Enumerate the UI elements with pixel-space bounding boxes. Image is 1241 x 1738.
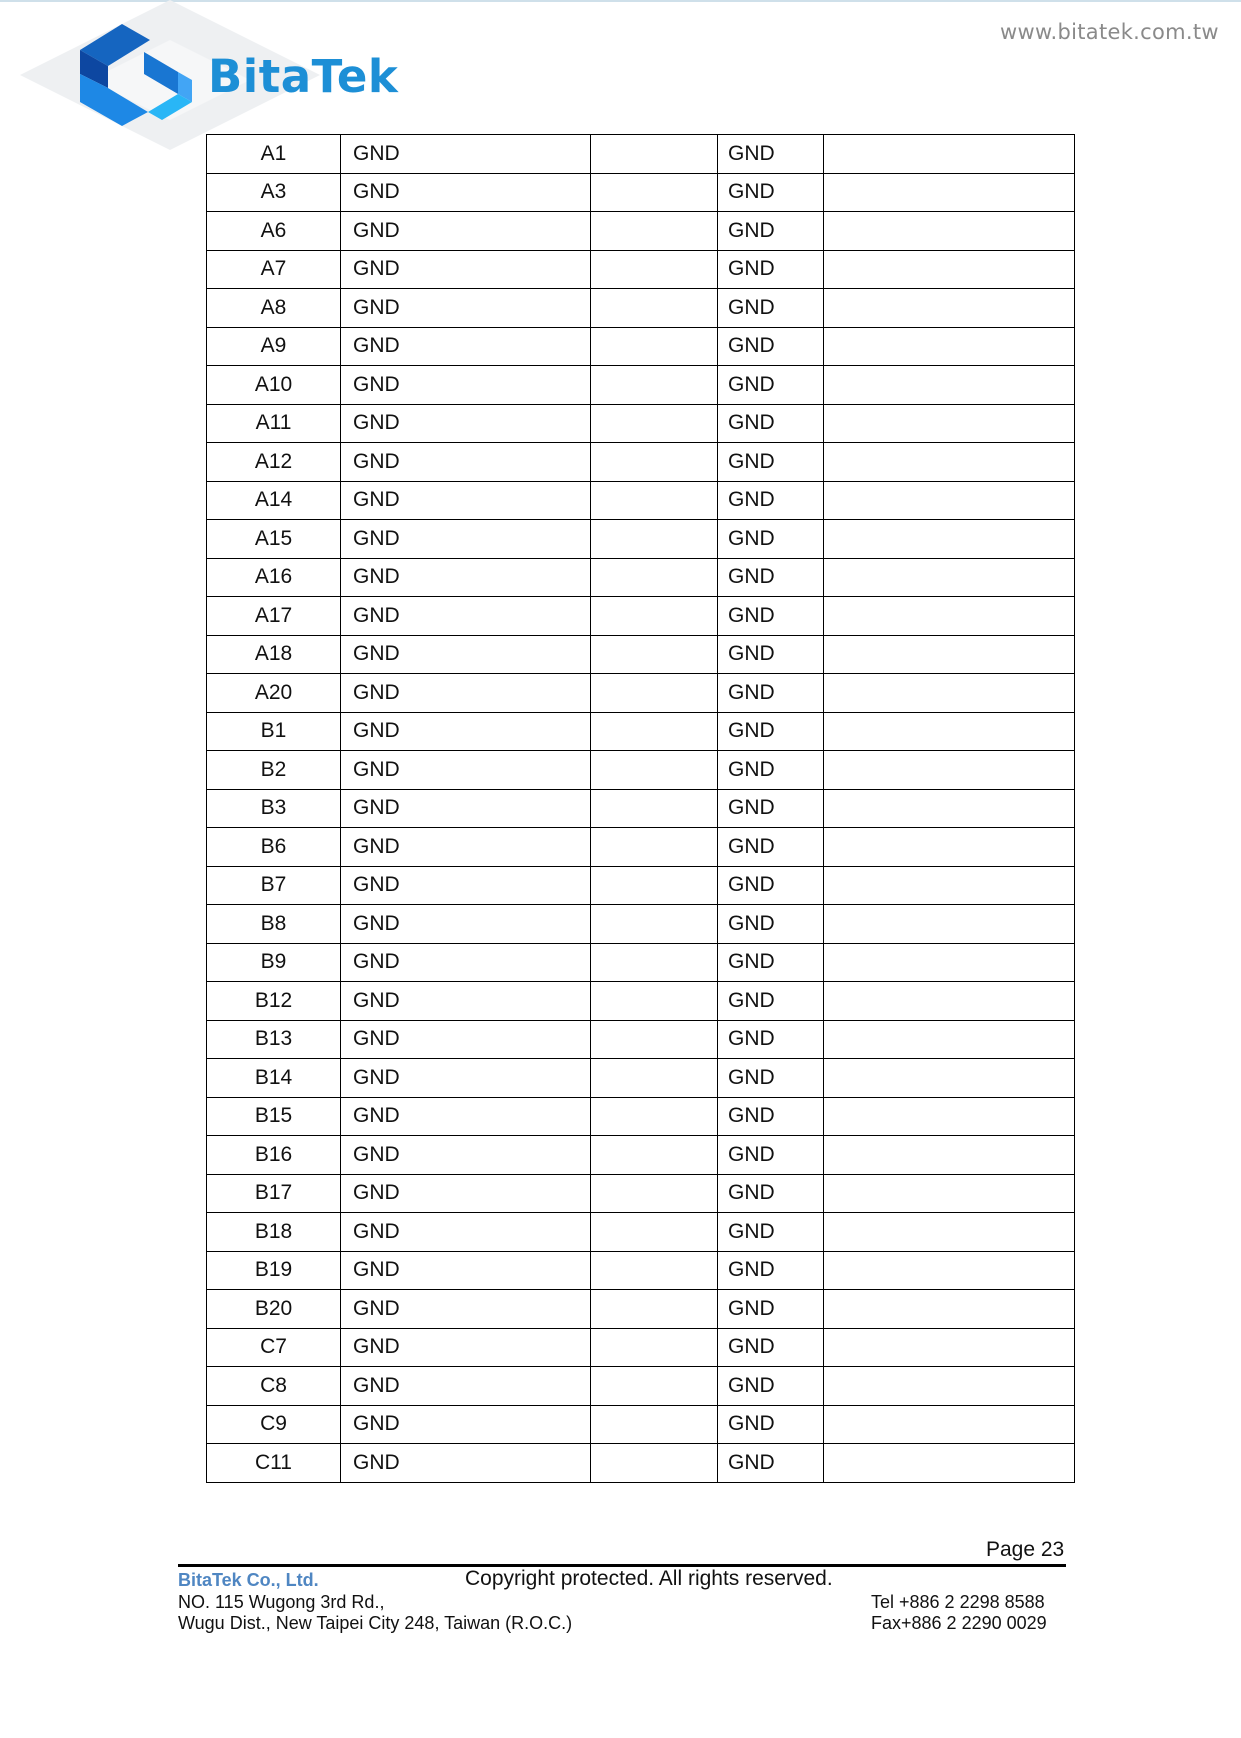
pin-table bbox=[206, 134, 1075, 1483]
pin-cell: A11 bbox=[207, 404, 341, 443]
mate-signal-cell: GND bbox=[718, 250, 824, 289]
pin-cell: A7 bbox=[207, 250, 341, 289]
empty-cell bbox=[591, 212, 718, 251]
pin-cell: B6 bbox=[207, 828, 341, 867]
empty-cell bbox=[824, 1367, 1075, 1406]
pin-cell: A17 bbox=[207, 597, 341, 636]
pin-cell: C8 bbox=[207, 1367, 341, 1406]
table-row bbox=[207, 327, 1075, 366]
empty-cell bbox=[824, 982, 1075, 1021]
signal-cell: GND bbox=[341, 1328, 591, 1367]
signal-cell: GND bbox=[341, 828, 591, 867]
table-row bbox=[207, 366, 1075, 405]
empty-cell bbox=[591, 289, 718, 328]
signal-cell: GND bbox=[341, 1213, 591, 1252]
mate-signal-cell: GND bbox=[718, 327, 824, 366]
table-row bbox=[207, 866, 1075, 905]
mate-signal-cell: GND bbox=[718, 1290, 824, 1329]
empty-cell bbox=[591, 173, 718, 212]
empty-cell bbox=[591, 789, 718, 828]
table-row bbox=[207, 905, 1075, 944]
fax: Fax+886 2 2290 0029 bbox=[871, 1613, 1047, 1633]
empty-cell bbox=[591, 751, 718, 790]
empty-cell bbox=[591, 366, 718, 405]
signal-cell: GND bbox=[341, 789, 591, 828]
mate-signal-cell: GND bbox=[718, 828, 824, 867]
signal-cell: GND bbox=[341, 1097, 591, 1136]
empty-cell bbox=[824, 712, 1075, 751]
empty-cell bbox=[591, 635, 718, 674]
empty-cell bbox=[591, 481, 718, 520]
empty-cell bbox=[824, 520, 1075, 559]
empty-cell bbox=[824, 1136, 1075, 1175]
empty-cell bbox=[591, 1136, 718, 1175]
table-row bbox=[207, 1059, 1075, 1098]
empty-cell bbox=[824, 173, 1075, 212]
signal-cell: GND bbox=[341, 905, 591, 944]
signal-cell: GND bbox=[341, 173, 591, 212]
signal-cell: GND bbox=[341, 712, 591, 751]
mate-signal-cell: GND bbox=[718, 520, 824, 559]
pin-cell: B3 bbox=[207, 789, 341, 828]
table-row bbox=[207, 597, 1075, 636]
empty-cell bbox=[591, 558, 718, 597]
empty-cell bbox=[591, 135, 718, 174]
empty-cell bbox=[591, 943, 718, 982]
pin-cell: A6 bbox=[207, 212, 341, 251]
table-row bbox=[207, 212, 1075, 251]
table-row bbox=[207, 173, 1075, 212]
mate-signal-cell: GND bbox=[718, 597, 824, 636]
table-row bbox=[207, 635, 1075, 674]
empty-cell bbox=[824, 1174, 1075, 1213]
empty-cell bbox=[824, 597, 1075, 636]
empty-cell bbox=[824, 135, 1075, 174]
signal-cell: GND bbox=[341, 212, 591, 251]
signal-cell: GND bbox=[341, 597, 591, 636]
table-row bbox=[207, 250, 1075, 289]
empty-cell bbox=[824, 404, 1075, 443]
table-row bbox=[207, 481, 1075, 520]
empty-cell bbox=[824, 751, 1075, 790]
empty-cell bbox=[591, 404, 718, 443]
empty-cell bbox=[591, 1290, 718, 1329]
table-row bbox=[207, 828, 1075, 867]
mate-signal-cell: GND bbox=[718, 635, 824, 674]
mate-signal-cell: GND bbox=[718, 289, 824, 328]
signal-cell: GND bbox=[341, 520, 591, 559]
table-row bbox=[207, 289, 1075, 328]
empty-cell bbox=[591, 828, 718, 867]
empty-cell bbox=[824, 1020, 1075, 1059]
signal-cell: GND bbox=[341, 558, 591, 597]
signal-cell: GND bbox=[341, 1367, 591, 1406]
empty-cell bbox=[824, 327, 1075, 366]
table-row bbox=[207, 789, 1075, 828]
table-row bbox=[207, 1136, 1075, 1175]
empty-cell bbox=[591, 1020, 718, 1059]
empty-cell bbox=[591, 982, 718, 1021]
mate-signal-cell: GND bbox=[718, 135, 824, 174]
table-row bbox=[207, 558, 1075, 597]
pin-cell: B17 bbox=[207, 1174, 341, 1213]
signal-cell: GND bbox=[341, 1251, 591, 1290]
mate-signal-cell: GND bbox=[718, 1405, 824, 1444]
mate-signal-cell: GND bbox=[718, 1174, 824, 1213]
signal-cell: GND bbox=[341, 866, 591, 905]
table-row bbox=[207, 751, 1075, 790]
pin-cell: B2 bbox=[207, 751, 341, 790]
pin-cell: A3 bbox=[207, 173, 341, 212]
mate-signal-cell: GND bbox=[718, 1251, 824, 1290]
table-row bbox=[207, 1097, 1075, 1136]
empty-cell bbox=[591, 1328, 718, 1367]
pin-cell: C9 bbox=[207, 1405, 341, 1444]
signal-cell: GND bbox=[341, 1444, 591, 1483]
empty-cell bbox=[824, 828, 1075, 867]
pin-cell: A12 bbox=[207, 443, 341, 482]
mate-signal-cell: GND bbox=[718, 443, 824, 482]
mate-signal-cell: GND bbox=[718, 173, 824, 212]
mate-signal-cell: GND bbox=[718, 1328, 824, 1367]
telephone: Tel +886 2 2298 8588 bbox=[871, 1592, 1045, 1612]
empty-cell bbox=[824, 443, 1075, 482]
signal-cell: GND bbox=[341, 751, 591, 790]
mate-signal-cell: GND bbox=[718, 866, 824, 905]
empty-cell bbox=[824, 1444, 1075, 1483]
empty-cell bbox=[824, 905, 1075, 944]
pin-cell: A1 bbox=[207, 135, 341, 174]
pin-cell: B20 bbox=[207, 1290, 341, 1329]
pin-cell: B12 bbox=[207, 982, 341, 1021]
mate-signal-cell: GND bbox=[718, 481, 824, 520]
empty-cell bbox=[824, 1251, 1075, 1290]
pin-cell: B7 bbox=[207, 866, 341, 905]
pin-cell: B1 bbox=[207, 712, 341, 751]
mate-signal-cell: GND bbox=[718, 674, 824, 713]
empty-cell bbox=[591, 712, 718, 751]
signal-cell: GND bbox=[341, 289, 591, 328]
table-row bbox=[207, 982, 1075, 1021]
pin-cell: C11 bbox=[207, 1444, 341, 1483]
empty-cell bbox=[824, 481, 1075, 520]
mate-signal-cell: GND bbox=[718, 1059, 824, 1098]
pin-cell: A20 bbox=[207, 674, 341, 713]
page-number: Page 23 bbox=[986, 1538, 1065, 1561]
empty-cell bbox=[591, 520, 718, 559]
pin-cell: B19 bbox=[207, 1251, 341, 1290]
empty-cell bbox=[591, 1251, 718, 1290]
table-row bbox=[207, 943, 1075, 982]
mate-signal-cell: GND bbox=[718, 943, 824, 982]
signal-cell: GND bbox=[341, 404, 591, 443]
table-row bbox=[207, 404, 1075, 443]
table-row bbox=[207, 520, 1075, 559]
empty-cell bbox=[824, 1328, 1075, 1367]
empty-cell bbox=[591, 1405, 718, 1444]
table-row bbox=[207, 1444, 1075, 1483]
empty-cell bbox=[591, 674, 718, 713]
empty-cell bbox=[824, 212, 1075, 251]
table-row bbox=[207, 443, 1075, 482]
table-row bbox=[207, 1213, 1075, 1252]
pin-cell: A16 bbox=[207, 558, 341, 597]
table-row bbox=[207, 1328, 1075, 1367]
mate-signal-cell: GND bbox=[718, 1097, 824, 1136]
empty-cell bbox=[591, 1174, 718, 1213]
mate-signal-cell: GND bbox=[718, 1213, 824, 1252]
table-row bbox=[207, 1174, 1075, 1213]
table-row bbox=[207, 1020, 1075, 1059]
pin-cell: A9 bbox=[207, 327, 341, 366]
empty-cell bbox=[824, 674, 1075, 713]
empty-cell bbox=[824, 558, 1075, 597]
table-row bbox=[207, 1405, 1075, 1444]
empty-cell bbox=[824, 1290, 1075, 1329]
empty-cell bbox=[591, 1444, 718, 1483]
empty-cell bbox=[591, 866, 718, 905]
table-row bbox=[207, 1367, 1075, 1406]
website-url: www.bitatek.com.tw bbox=[1000, 20, 1219, 44]
pin-cell: A18 bbox=[207, 635, 341, 674]
empty-cell bbox=[824, 943, 1075, 982]
signal-cell: GND bbox=[341, 635, 591, 674]
signal-cell: GND bbox=[341, 1020, 591, 1059]
mate-signal-cell: GND bbox=[718, 404, 824, 443]
signal-cell: GND bbox=[341, 1290, 591, 1329]
address-line-2: Wugu Dist., New Taipei City 248, Taiwan (R.O.C.) bbox=[178, 1613, 573, 1633]
empty-cell bbox=[591, 1367, 718, 1406]
pin-cell: A8 bbox=[207, 289, 341, 328]
table-row bbox=[207, 712, 1075, 751]
empty-cell bbox=[591, 1097, 718, 1136]
mate-signal-cell: GND bbox=[718, 1020, 824, 1059]
empty-cell bbox=[824, 789, 1075, 828]
address-line-1: NO. 115 Wugong 3rd Rd., bbox=[178, 1592, 385, 1612]
mate-signal-cell: GND bbox=[718, 905, 824, 944]
mate-signal-cell: GND bbox=[718, 366, 824, 405]
signal-cell: GND bbox=[341, 366, 591, 405]
pin-cell: B8 bbox=[207, 905, 341, 944]
signal-cell: GND bbox=[341, 982, 591, 1021]
empty-cell bbox=[591, 250, 718, 289]
empty-cell bbox=[824, 1097, 1075, 1136]
pin-cell: B13 bbox=[207, 1020, 341, 1059]
empty-cell bbox=[591, 597, 718, 636]
empty-cell bbox=[824, 289, 1075, 328]
mate-signal-cell: GND bbox=[718, 1444, 824, 1483]
table-row bbox=[207, 1251, 1075, 1290]
mate-signal-cell: GND bbox=[718, 712, 824, 751]
pin-cell: B9 bbox=[207, 943, 341, 982]
signal-cell: GND bbox=[341, 443, 591, 482]
pin-cell: A14 bbox=[207, 481, 341, 520]
mate-signal-cell: GND bbox=[718, 751, 824, 790]
mate-signal-cell: GND bbox=[718, 982, 824, 1021]
mate-signal-cell: GND bbox=[718, 1367, 824, 1406]
pin-cell: C7 bbox=[207, 1328, 341, 1367]
empty-cell bbox=[591, 443, 718, 482]
signal-cell: GND bbox=[341, 327, 591, 366]
empty-cell bbox=[824, 1213, 1075, 1252]
empty-cell bbox=[824, 1059, 1075, 1098]
pin-cell: A15 bbox=[207, 520, 341, 559]
brand-name: BitaTek bbox=[208, 50, 399, 103]
pin-cell: A10 bbox=[207, 366, 341, 405]
signal-cell: GND bbox=[341, 1405, 591, 1444]
table-row bbox=[207, 135, 1075, 174]
empty-cell bbox=[824, 250, 1075, 289]
empty-cell bbox=[824, 366, 1075, 405]
empty-cell bbox=[824, 1405, 1075, 1444]
mate-signal-cell: GND bbox=[718, 558, 824, 597]
copyright-notice: Copyright protected. All rights reserved. bbox=[465, 1567, 833, 1590]
signal-cell: GND bbox=[341, 1136, 591, 1175]
mate-signal-cell: GND bbox=[718, 789, 824, 828]
signal-cell: GND bbox=[341, 1174, 591, 1213]
signal-cell: GND bbox=[341, 674, 591, 713]
empty-cell bbox=[824, 866, 1075, 905]
pin-cell: B16 bbox=[207, 1136, 341, 1175]
table-row bbox=[207, 1290, 1075, 1329]
signal-cell: GND bbox=[341, 943, 591, 982]
signal-cell: GND bbox=[341, 250, 591, 289]
table-row bbox=[207, 674, 1075, 713]
pin-cell: B14 bbox=[207, 1059, 341, 1098]
pin-cell: B18 bbox=[207, 1213, 341, 1252]
empty-cell bbox=[824, 635, 1075, 674]
signal-cell: GND bbox=[341, 1059, 591, 1098]
empty-cell bbox=[591, 1213, 718, 1252]
empty-cell bbox=[591, 905, 718, 944]
mate-signal-cell: GND bbox=[718, 212, 824, 251]
bitatek-logo-icon bbox=[74, 22, 194, 126]
signal-cell: GND bbox=[341, 481, 591, 520]
company-name: BitaTek Co., Ltd. bbox=[178, 1570, 319, 1590]
empty-cell bbox=[591, 327, 718, 366]
mate-signal-cell: GND bbox=[718, 1136, 824, 1175]
pin-cell: B15 bbox=[207, 1097, 341, 1136]
signal-cell: GND bbox=[341, 135, 591, 174]
empty-cell bbox=[591, 1059, 718, 1098]
